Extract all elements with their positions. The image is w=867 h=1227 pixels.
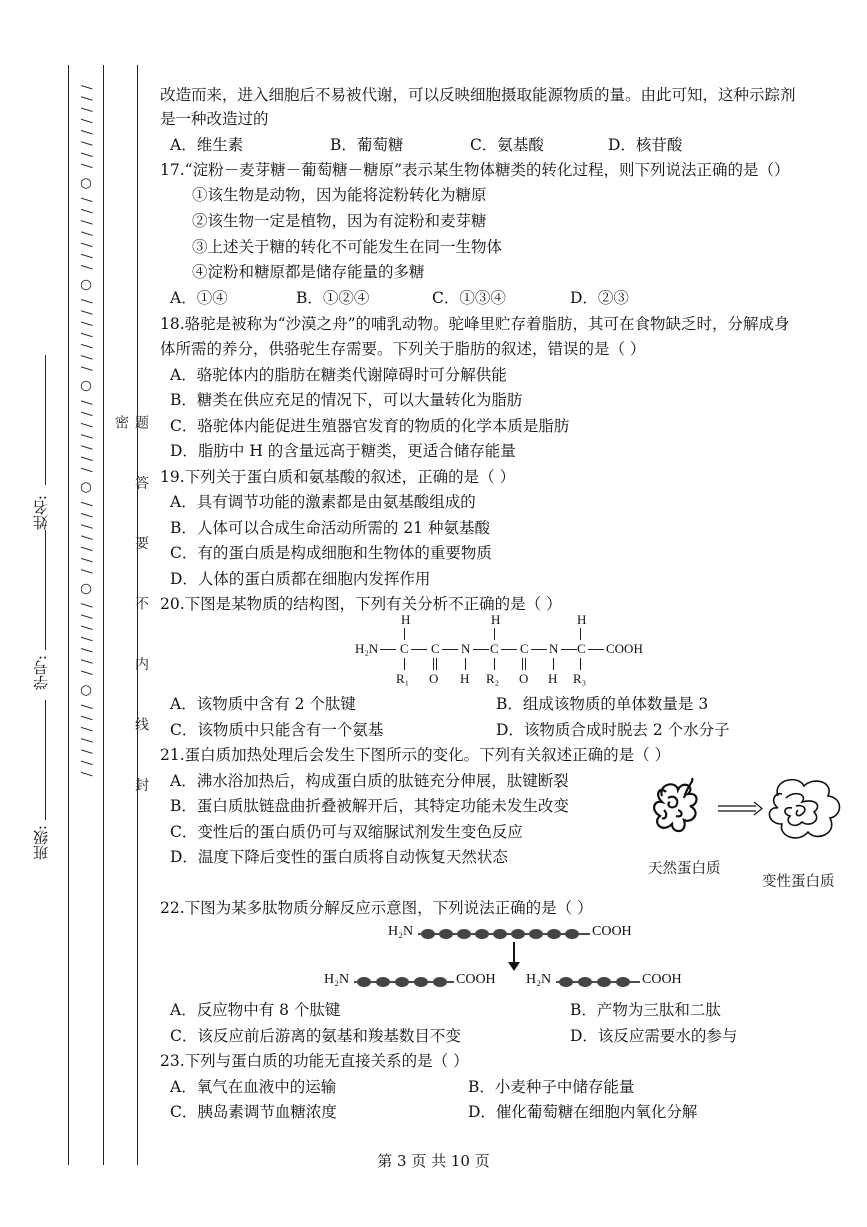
q19-option-a: A．具有调节功能的激素都是由氨基酸组成的 — [170, 493, 476, 511]
q16-option-b: B．葡萄糖 — [330, 136, 404, 154]
formula-c2: C — [431, 641, 440, 656]
class-label: 班级: — [32, 825, 50, 861]
id-underline — [45, 530, 46, 650]
product2-cooh: COOH — [642, 972, 682, 987]
native-protein-label: 天然蛋白质 — [648, 861, 721, 877]
class-underline — [45, 700, 46, 820]
q17-option-c: C．①③④ — [432, 289, 506, 307]
q21-option-b: B．蛋白质肽链盘曲折叠被解开后，其特定功能未发生改变 — [170, 797, 569, 815]
q19-stem: 19.下列关于蛋白质和氨基酸的叙述，正确的是（ ） — [160, 468, 516, 486]
formula-c5: C — [577, 641, 586, 656]
formula-h-n1: H — [460, 671, 470, 686]
q19-option-b: B．人体可以合成生命活动所需的 21 种氨基酸 — [170, 519, 490, 537]
q22-option-d: D．该反应需要水的参与 — [570, 1027, 738, 1045]
q21-option-a: A．沸水浴加热后，构成蛋白质的肽链充分伸展，肽键断裂 — [170, 772, 569, 790]
q17-stem: 17.“淀粉－麦芽糖－葡萄糖－糖原”表示某生物体糖类的转化过程，则下列说法正确的是（） — [160, 161, 790, 179]
formula-r2: R₂ — [486, 671, 500, 686]
formula-top-h-3: H — [577, 612, 587, 627]
q17-option-d: D．②③ — [570, 289, 629, 307]
q17-option-b: B．①②④ — [296, 289, 370, 307]
q21-option-c: C．变性后的蛋白质仍可与双缩脲试剂发生变色反应 — [170, 823, 523, 841]
q20-option-c: C．该物质中只能含有一个氨基 — [170, 721, 384, 739]
name-underline — [45, 355, 46, 485]
q17-item-3: ③上述关于糖的转化不可能发生在同一生物体 — [192, 238, 503, 256]
q19-option-d: D．人体的蛋白质都在细胞内发挥作用 — [170, 570, 431, 588]
q16-line2: 是一种改造过的 — [160, 110, 269, 128]
native-protein-shape — [654, 778, 696, 831]
name-label: 姓名: — [32, 495, 50, 531]
q23-stem: 23.下列与蛋白质的功能无直接关系的是（ ） — [160, 1052, 469, 1070]
formula-h2n: H₂N — [355, 641, 379, 656]
formula-o1: O — [429, 671, 439, 686]
id-label: 学号: — [32, 655, 50, 691]
formula-c1: C — [400, 641, 409, 656]
sidebar-line-2 — [103, 65, 104, 1165]
protein-denaturation-figure — [648, 776, 848, 856]
q22-option-a: A．反应物中有 8 个肽键 — [170, 1001, 341, 1019]
q23-option-a: A．氧气在血液中的运输 — [170, 1078, 337, 1096]
q22-stem: 22.下图为某多肽物质分解反应示意图，下列说法正确的是（ ） — [160, 899, 593, 917]
q17-option-a: A．①④ — [170, 289, 228, 307]
reactant-cooh: COOH — [592, 924, 632, 939]
sidebar-outer-pattern: / / / / / / / / ○ / / / / / / / ○ / / / / / / / ○ / / / / / / / ○ / / / / / / / ○ / / / / / / / ○ / / / / / / / — [78, 85, 94, 778]
formula-c3: C — [490, 641, 499, 656]
q17-item-2: ②该生物一定是植物，因为有淀粉和麦芽糖 — [192, 212, 487, 230]
q18-option-d: D．脂肪中 H 的含量远高于糖类，更适合储存能量 — [170, 442, 516, 460]
product-chain-2 — [556, 977, 640, 987]
q18-line1: 18.骆驼是被称为“沙漠之舟”的哺乳动物。驼峰里贮存着脂肪，其可在食物缺乏时，分解成身 — [160, 315, 790, 333]
product1-h2n: H₂N — [324, 972, 350, 987]
q18-option-c: C．骆驼体内能促进生殖器官发育的物质的化学本质是脂肪 — [170, 417, 570, 435]
product1-cooh: COOH — [456, 972, 496, 987]
reactant-chain — [418, 929, 590, 939]
product-chain-1 — [354, 977, 454, 987]
peptide-structure-formula — [355, 612, 675, 692]
formula-c4: C — [520, 641, 529, 656]
page-footer: 第 3 页 共 10 页 — [377, 1152, 490, 1170]
reactant-h2n: H₂N — [388, 924, 414, 939]
q20-option-a: A．该物质中含有 2 个肽键 — [170, 695, 356, 713]
q16-option-a: A．维生素 — [170, 136, 244, 154]
q20-option-b: B．组成该物质的单体数量是 3 — [496, 695, 709, 713]
q22-option-c: C．该反应前后游离的氨基和羧基数目不变 — [170, 1027, 461, 1045]
formula-h-n2: H — [548, 671, 558, 686]
q22-option-b: B．产物为三肽和二肽 — [570, 1001, 721, 1019]
formula-n1: N — [461, 641, 471, 656]
sidebar-line-1 — [68, 65, 69, 1165]
q20-stem: 20.下图是某物质的结构图，下列有关分析不正确的是（ ） — [160, 595, 562, 613]
q17-item-1: ①该生物是动物，因为能将淀粉转化为糖原 — [192, 186, 487, 204]
q23-option-b: B．小麦种子中储存能量 — [468, 1078, 635, 1096]
q20-option-d: D．该物质合成时脱去 2 个水分子 — [496, 721, 730, 739]
q18-line2: 体所需的养分，供骆驼生存需要。下列关于脂肪的叙述，错误的是（ ） — [160, 340, 646, 358]
q16-line1: 改造而来，进入细胞后不易被代谢，可以反映细胞摄取能源物质的量。由此可知，这种示踪剂 — [160, 86, 796, 104]
q23-option-d: D．催化葡萄糖在细胞内氧化分解 — [468, 1103, 698, 1121]
q16-option-c: C．氨基酸 — [470, 136, 544, 154]
sidebar-inner-seal: 题 答 要 不 内 线 封 密 — [113, 415, 149, 813]
q19-option-c: C．有的蛋白质是构成细胞和生物体的重要物质 — [170, 544, 492, 562]
formula-o2: O — [519, 671, 529, 686]
formula-n2: N — [549, 641, 559, 656]
denatured-protein-label: 变性蛋白质 — [762, 874, 835, 890]
q21-option-d: D．温度下降后变性的蛋白质将自动恢复天然状态 — [170, 848, 508, 866]
q18-option-a: A．骆驼体内的脂肪在糖类代谢障碍时可分解供能 — [170, 366, 507, 384]
q18-option-b: B．糖类在供应充足的情况下，可以大量转化为脂肪 — [170, 391, 523, 409]
polypeptide-hydrolysis-figure — [320, 924, 840, 999]
q16-option-d: D．核苷酸 — [608, 136, 683, 154]
formula-cooh: COOH — [606, 641, 643, 656]
q17-item-4: ④淀粉和糖原都是储存能量的多糖 — [192, 263, 425, 281]
product2-h2n: H₂N — [526, 972, 552, 987]
q23-option-c: C．胰岛素调节血糖浓度 — [170, 1103, 337, 1121]
formula-top-h-2: H — [491, 612, 501, 627]
denatured-protein-shape — [769, 780, 839, 838]
formula-r1: R₁ — [396, 671, 410, 686]
formula-r3: R₃ — [573, 671, 587, 686]
q21-stem: 21.蛋白质加热处理后会发生下图所示的变化。下列有关叙述正确的是（ ） — [160, 746, 671, 764]
formula-top-h-1: H — [401, 612, 411, 627]
